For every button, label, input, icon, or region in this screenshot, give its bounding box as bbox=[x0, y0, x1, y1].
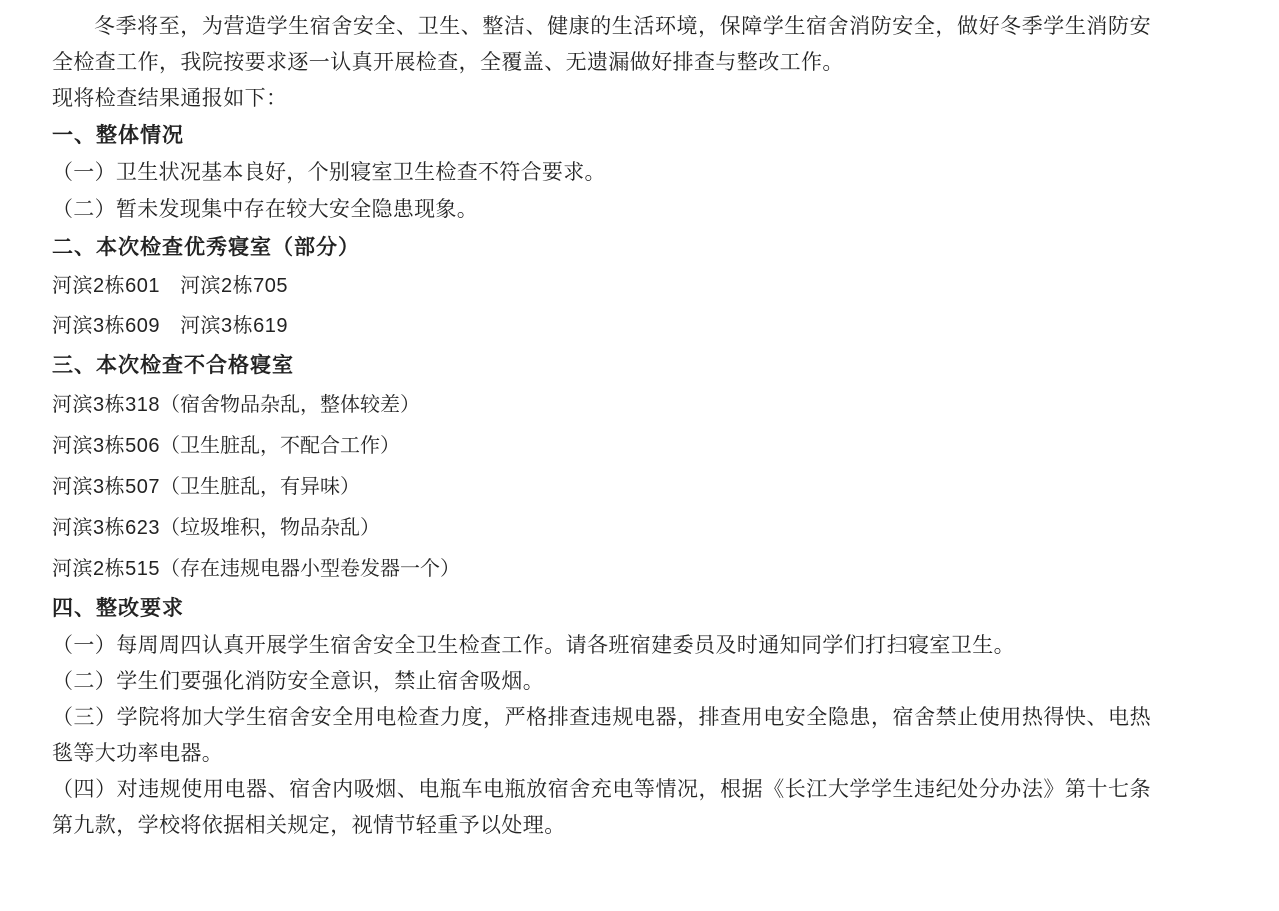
section1-item-2: （二）暂未发现集中存在较大安全隐患现象。 bbox=[52, 197, 478, 221]
failed-room-code: 河滨3栋506 bbox=[52, 435, 160, 457]
section4-item-3: （三）学院将加大学生宿舍安全用电检查力度，严格排查违规电器，排查用电安全隐患，宿舍禁止使用热得快、电热毯等大功率电器。 bbox=[52, 705, 1151, 765]
excellent-room-code: 河滨2栋705 bbox=[180, 275, 289, 297]
failed-room-note: （垃圾堆积，物品杂乱） bbox=[160, 517, 380, 539]
section4-item-4: （四）对违规使用电器、宿舍内吸烟、电瓶车电瓶放宿舍充电等情况，根据《长江大学学生违纪处分办法》第十七条第九款，学校将依据相关规定，视情节轻重予以处理。 bbox=[52, 777, 1151, 837]
failed-room-row bbox=[52, 548, 1151, 589]
failed-room-row bbox=[52, 466, 1151, 507]
section-heading-1: 一、整体情况 bbox=[52, 123, 184, 147]
section4-item-2: （二）学生们要强化消防安全意识，禁止宿舍吸烟。 bbox=[52, 669, 545, 693]
intro-paragraph: 冬季将至，为营造学生宿舍安全、卫生、整洁、健康的生活环境，保障学生宿舍消防安全，做好冬季学生消防安全检查工作，我院按要求逐一认真开展检查，全覆盖、无遗漏做好排查与整改工作。 bbox=[52, 14, 1151, 74]
section4-item-1: （一）每周周四认真开展学生宿舍安全卫生检查工作。请各班宿建委员及时通知同学们打扫寝室卫生。 bbox=[52, 633, 1015, 657]
failed-room-code: 河滨3栋507 bbox=[52, 476, 160, 498]
section-heading-3: 三、本次检查不合格寝室 bbox=[52, 353, 294, 377]
section-heading-2: 二、本次检查优秀寝室（部分） bbox=[52, 235, 360, 259]
failed-room-note: （卫生脏乱，不配合工作） bbox=[160, 435, 400, 457]
failed-room-code: 河滨2栋515 bbox=[52, 558, 160, 580]
failed-room-note: （宿舍物品杂乱，整体较差） bbox=[160, 394, 420, 416]
excellent-room-row bbox=[52, 306, 1151, 346]
failed-room-note: （存在违规电器小型卷发器一个） bbox=[160, 558, 460, 580]
excellent-room-row bbox=[52, 266, 1151, 306]
excellent-room-code: 河滨2栋601 bbox=[52, 275, 160, 297]
excellent-room-code: 河滨3栋609 bbox=[52, 315, 160, 337]
section-heading-4: 四、整改要求 bbox=[52, 596, 184, 620]
failed-room-row bbox=[52, 425, 1151, 466]
section1-item-1: （一）卫生状况基本良好，个别寝室卫生检查不符合要求。 bbox=[52, 160, 606, 184]
failed-room-note: （卫生脏乱，有异味） bbox=[160, 476, 360, 498]
failed-room-row bbox=[52, 384, 1151, 425]
intro-tail: 现将检查结果通报如下： bbox=[52, 86, 288, 110]
failed-room-code: 河滨3栋318 bbox=[52, 394, 160, 416]
failed-room-row bbox=[52, 507, 1151, 548]
failed-room-code: 河滨3栋623 bbox=[52, 517, 160, 539]
excellent-room-code: 河滨3栋619 bbox=[180, 315, 289, 337]
